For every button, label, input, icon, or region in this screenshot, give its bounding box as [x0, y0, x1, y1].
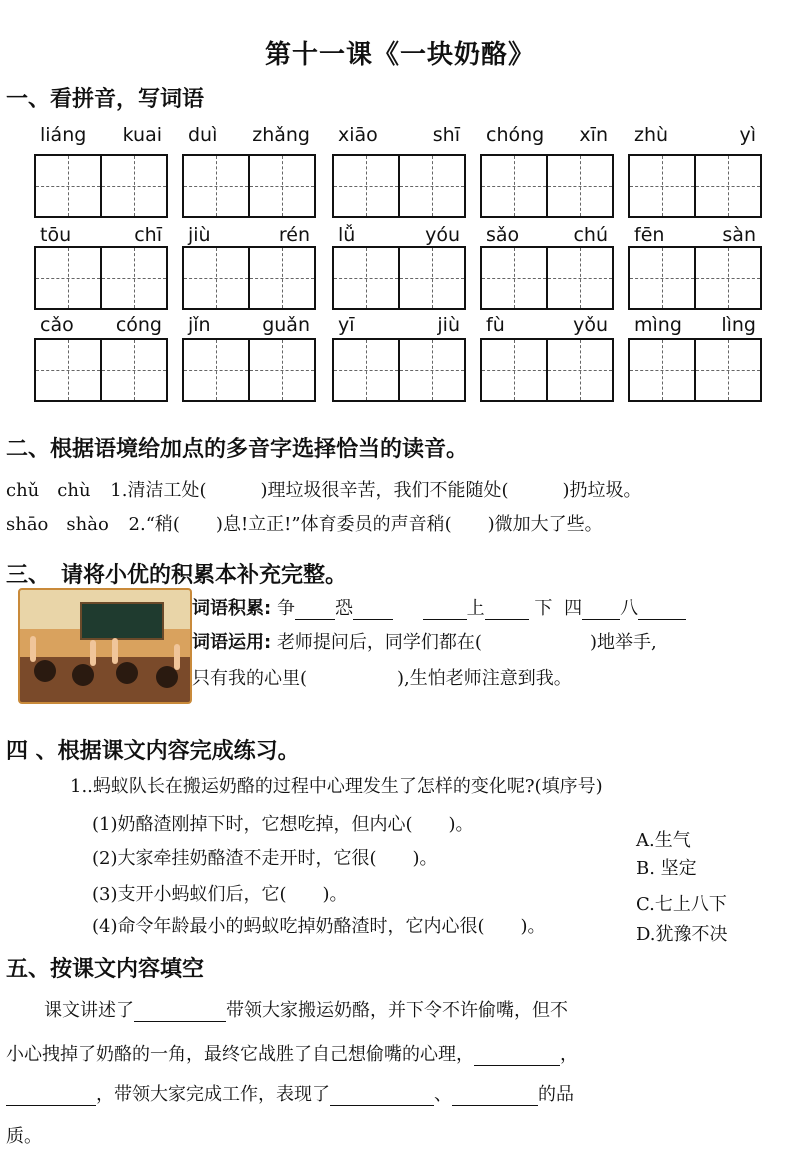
question-2-1: 1.清洁工处( )理垃圾很辛苦，我们不能随处( )扔垃圾。 [110, 480, 642, 501]
pinyin-syllable: xiāo [338, 124, 378, 146]
blank[interactable] [474, 1047, 560, 1066]
question-2-2: 2.“稍( )息!立正!”体育委员的声音稍( )微加大了些。 [128, 514, 603, 535]
char-zheng: 争 [276, 598, 295, 619]
blank[interactable] [452, 1087, 538, 1106]
fill-text: 质。 [6, 1126, 42, 1147]
writing-cell[interactable] [398, 340, 464, 400]
writing-cell[interactable] [36, 156, 100, 216]
pinyin-label [628, 314, 762, 336]
item-2: (2)大家牵挂奶酪渣不走开时，它很( )。 [92, 848, 438, 869]
writing-cell[interactable] [398, 248, 464, 308]
writing-grid[interactable] [332, 154, 466, 218]
writing-cell[interactable] [694, 340, 760, 400]
writing-cell[interactable] [482, 248, 546, 308]
pinyin-syllable: chī [134, 224, 162, 246]
writing-cell[interactable] [334, 156, 398, 216]
page-title: 第十一课《一块奶酪》 [264, 40, 535, 70]
writing-cell[interactable] [184, 156, 248, 216]
pinyin-label [34, 224, 168, 246]
writing-grid[interactable] [480, 338, 614, 402]
pinyin-label [480, 314, 614, 336]
char-xia: 下 [534, 598, 553, 619]
char-kong: 恐 [334, 598, 353, 619]
writing-grid[interactable] [34, 338, 168, 402]
pinyin-syllable: yóu [425, 224, 460, 246]
writing-cell[interactable] [248, 340, 314, 400]
blank[interactable] [134, 1003, 226, 1022]
pinyin-label [34, 124, 168, 146]
pinyin-syllable: jiù [188, 224, 211, 246]
option-d: D.犹豫不决 [636, 924, 728, 945]
section-2-heading: 二、根据语境给加点的多音字选择恰当的读音。 [6, 437, 469, 462]
writing-cell[interactable] [482, 340, 546, 400]
pinyin-syllable: zhǎng [252, 124, 310, 146]
writing-cell[interactable] [546, 340, 612, 400]
writing-cell[interactable] [694, 156, 760, 216]
pinyin-syllable: yī [338, 314, 355, 336]
pinyin-syllable: cóng [115, 314, 162, 336]
pinyin-syllable: lìng [721, 314, 756, 336]
writing-cell[interactable] [334, 340, 398, 400]
blank[interactable] [582, 601, 620, 620]
item-1: (1)奶酪渣刚掉下时，它想吃掉，但内心( )。 [92, 814, 474, 835]
pinyin-syllable: mìng [634, 314, 682, 336]
writing-grid[interactable] [182, 338, 316, 402]
item-4: (4)命令年龄最小的蚂蚁吃掉奶酪渣时，它内心很( )。 [92, 916, 546, 937]
writing-cell[interactable] [630, 248, 694, 308]
writing-cell[interactable] [36, 248, 100, 308]
fill-text: ，带领大家完成工作，表现了 [96, 1084, 330, 1105]
writing-grid[interactable] [628, 338, 762, 402]
blank[interactable] [353, 601, 393, 620]
pinyin-syllable: rén [278, 224, 310, 246]
writing-cell[interactable] [482, 156, 546, 216]
option-b: B. 坚定 [636, 858, 697, 879]
blank[interactable] [485, 601, 529, 620]
pinyin-syllable: chú [573, 224, 608, 246]
blank[interactable] [330, 1087, 434, 1106]
fill-text: 课文讲述了 [44, 1000, 134, 1021]
pinyin-syllable: fù [486, 314, 505, 336]
pinyin-options-1: chǔ chù [6, 480, 91, 501]
writing-cell[interactable] [100, 340, 166, 400]
question-4-1: 1..蚂蚁队长在搬运奶酪的过程中心理发生了怎样的变化呢?(填序号) [70, 776, 603, 797]
classroom-illustration [18, 588, 192, 704]
writing-cell[interactable] [36, 340, 100, 400]
pinyin-label [332, 224, 466, 246]
pinyin-syllable: sǎo [486, 224, 520, 246]
writing-grid[interactable] [182, 246, 316, 310]
usage-label: 词语运用: [192, 632, 272, 653]
writing-cell[interactable] [248, 248, 314, 308]
writing-cell[interactable] [334, 248, 398, 308]
pinyin-syllable: xīn [579, 124, 608, 146]
pinyin-syllable: duì [188, 124, 218, 146]
pinyin-label [182, 314, 316, 336]
writing-cell[interactable] [248, 156, 314, 216]
pinyin-label [182, 224, 316, 246]
writing-grid[interactable] [480, 154, 614, 218]
usage-text-2: 只有我的心里( ),生怕老师注意到我。 [192, 668, 572, 689]
pinyin-syllable: yì [739, 124, 756, 146]
writing-grid[interactable] [480, 246, 614, 310]
pinyin-label [182, 124, 316, 146]
writing-grid[interactable] [332, 246, 466, 310]
writing-grid[interactable] [332, 338, 466, 402]
pinyin-label [628, 224, 762, 246]
writing-grid[interactable] [34, 246, 168, 310]
section-4-heading: 四 、根据课文内容完成练习。 [6, 739, 300, 764]
writing-cell[interactable] [630, 340, 694, 400]
writing-cell[interactable] [546, 248, 612, 308]
pinyin-label [480, 224, 614, 246]
usage-text-1: 老师提问后，同学们都在( )地举手, [276, 632, 657, 653]
pinyin-syllable: yǒu [573, 314, 608, 336]
writing-cell[interactable] [184, 340, 248, 400]
pinyin-syllable: shī [432, 124, 460, 146]
pinyin-syllable: guǎn [262, 314, 310, 336]
blank[interactable] [6, 1087, 96, 1106]
pinyin-syllable: liáng [40, 124, 87, 146]
fill-text: 、 [434, 1084, 452, 1105]
item-3: (3)支开小蚂蚁们后，它( )。 [92, 884, 348, 905]
fill-text: 的品 [538, 1084, 574, 1105]
blank[interactable] [295, 601, 335, 620]
writing-cell[interactable] [398, 156, 464, 216]
option-c: C.七上八下 [636, 894, 727, 915]
pinyin-syllable: kuai [122, 124, 162, 146]
pinyin-label [628, 124, 762, 146]
writing-cell[interactable] [184, 248, 248, 308]
pinyin-syllable: lǚ [338, 224, 356, 246]
fill-text: 带领大家搬运奶酪，并下令不许偷嘴，但不 [226, 1000, 568, 1021]
pinyin-label [480, 124, 614, 146]
fill-text: 小心拽掉了奶酪的一角，最终它战胜了自己想偷嘴的心理， [6, 1044, 474, 1065]
writing-cell[interactable] [546, 156, 612, 216]
vocab-label: 词语积累: [192, 598, 272, 619]
writing-grid[interactable] [628, 246, 762, 310]
pinyin-label [34, 314, 168, 336]
char-ba: 八 [620, 598, 639, 619]
pinyin-syllable: cǎo [40, 314, 74, 336]
blank[interactable] [423, 601, 467, 620]
pinyin-syllable: sàn [722, 224, 756, 246]
writing-cell[interactable] [694, 248, 760, 308]
pinyin-syllable: jǐn [188, 314, 211, 336]
writing-cell[interactable] [100, 156, 166, 216]
pinyin-syllable: tōu [40, 224, 72, 246]
blank[interactable] [638, 601, 686, 620]
section-5-heading: 五、按课文内容填空 [6, 957, 205, 982]
writing-grid[interactable] [182, 154, 316, 218]
char-shang: 上 [466, 598, 485, 619]
pinyin-syllable: zhù [634, 124, 669, 146]
pinyin-syllable: fēn [634, 224, 665, 246]
option-a: A.生气 [636, 830, 691, 851]
fill-text: ， [560, 1044, 578, 1065]
writing-grid[interactable] [34, 154, 168, 218]
pinyin-options-2: shāo shào [6, 514, 109, 535]
writing-grid[interactable] [628, 154, 762, 218]
pinyin-syllable: chóng [486, 124, 545, 146]
pinyin-label [332, 314, 466, 336]
pinyin-label [332, 124, 466, 146]
writing-cell[interactable] [100, 248, 166, 308]
char-si: 四 [564, 598, 583, 619]
section-1-heading: 一、看拼音，写词语 [6, 87, 205, 112]
writing-cell[interactable] [630, 156, 694, 216]
pinyin-syllable: jiù [437, 314, 460, 336]
section-3-heading: 三、 请将小优的积累本补充完整。 [6, 563, 348, 588]
